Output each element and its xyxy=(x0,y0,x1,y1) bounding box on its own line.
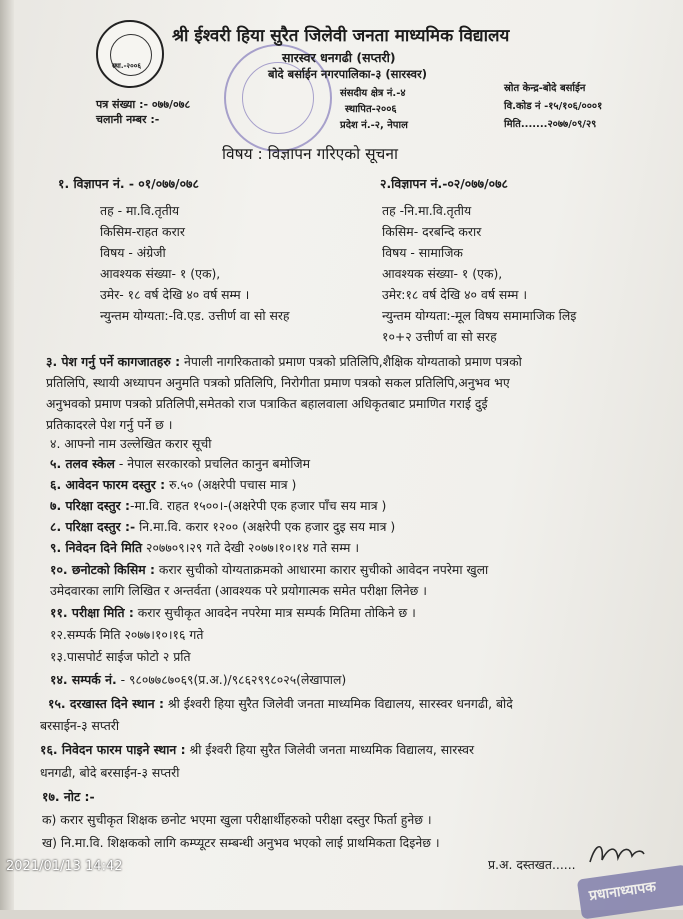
section-7: ७. परिक्षा दस्तुर :-मा.वि. राहत १५००।-(अक्षरेपी एक हजार पाँच सय मात्र ) xyxy=(50,498,387,513)
dispatch-number: चलानी नम्बर :- xyxy=(96,113,160,126)
section-4: ४. आफ्नो नाम उल्लेखित करार सूची xyxy=(50,436,212,451)
section-3: ३. पेश गर्नु पर्ने कागजातहरु : नेपाली नागरिकताको प्रमाण पत्रको प्रतिलिपि,शैक्षिक योग्यताको प्रमाण पत्रको xyxy=(46,354,522,369)
letter-number: पत्र संख्या :- ०७७/०७८ xyxy=(96,98,191,111)
ad2-line: तह -नि.मा.वि.तृतीय xyxy=(382,203,472,218)
section-11: ११. परीक्षा मिति : करार सुचीकृत आवदेन नपरेमा मात्र सम्पर्क मितिमा तोकिने छ । xyxy=(50,605,416,620)
school-code: वि.कोड नं -१५/१०६/०००१ xyxy=(504,101,603,112)
ad2-line: १०+२ उत्तीर्ण वा सो सरह xyxy=(382,329,497,344)
ad1-title: १. विज्ञापन नं. - ०१/०७७/०७८ xyxy=(58,176,199,191)
note-a: क) करार सुचीकृत शिक्षक छनोट भएमा खुला परीक्षार्थीहरुको परीक्षा दस्तुर फिर्ता हुनेछ । xyxy=(42,812,432,827)
notice-subject: विषय : विज्ञापन गरिएको सूचना xyxy=(222,145,399,163)
section-16-line: धनगढी, बोदे बरसाईन-३ सप्तरी xyxy=(40,765,180,780)
section-5: ५. तलव स्केल - नेपाल सरकारको प्रचलित कानुन बमोजिम xyxy=(50,456,311,471)
municipality: बोदे बर्साईन नगरपालिका-३ (सारस्वर) xyxy=(268,67,427,81)
ad1-line: आवश्यक संख्या- १ (एक), xyxy=(100,266,221,281)
section-13: १३.पासपोर्ट साईज फोटो २ प्रति xyxy=(50,649,191,664)
ad2-line: न्युन्तम योग्यता:-मूल विषय समामाजिक लिइ xyxy=(382,308,577,323)
section-17: १७. नोट :- xyxy=(42,789,95,804)
ad2-line: किसिम- दरबन्दि करार xyxy=(382,224,482,239)
section-9: ९. निवेदन दिने मिति २०७७०९।२९ गते देखी २०७७।१०।१४ गते सम्म । xyxy=(50,540,360,555)
section-15: १५. दरखास्त दिने स्थान : श्री ईश्वरी हिया सुरैत जिलेवी जनता माध्यमिक विद्यालय, सारस्वर धनगढी, बोदे xyxy=(48,696,513,711)
ad1-line: तह - मा.वि.तृतीय xyxy=(100,203,180,218)
established: स्थापित-२००६ xyxy=(345,104,397,115)
section-14: १४. सम्पर्क नं. - ९८०७७८७०६९(प्र.अ.)/९८६२९९८०२५(लेखापाल) xyxy=(50,672,347,687)
ad1-line: उमेर- १८ वर्ष देखि ४० वर्ष सम्म । xyxy=(100,287,250,302)
section-6: ६. आवेदन फारम दस्तुर : रु.५० (अक्षरेपी पचास मात्र ) xyxy=(50,477,297,492)
section-3-line: प्रतिलिपि, स्थायी अध्यापन अनुमति पत्रको प्रतिलिपि, निरोगीता प्रमाण पत्रको सकल प्रतिलिपि,अनुभव भए xyxy=(46,375,510,390)
ad2-title: २.विज्ञापन नं.-०२/०७७/०७८ xyxy=(380,176,508,191)
ad1-line: विषय - अंग्रेजी xyxy=(100,245,166,260)
note-b: ख) नि.मा.वि. शिक्षकको लागि कम्प्यूटर सम्बन्धी अनुभव भएको लाई प्राथमिकता दिइनेछ । xyxy=(42,835,440,850)
school-name: श्री ईश्वरी हिया सुरैत जिलेवी जनता माध्यमिक विद्यालय xyxy=(172,26,510,46)
school-address: सारस्वर धनगढी (सप्तरी) xyxy=(282,50,396,65)
section-3-line: अनुभवको प्रमाण पत्रको प्रतिलिपी,समेतको राज पत्राकित बहालवाला अधिकृतबाट प्रमाणित गराई दुई xyxy=(46,396,488,411)
ad2-line: विषय - सामाजिक xyxy=(382,245,463,260)
ad2-line: उमेर:१८ वर्ष देखि ४० वर्ष सम्म । xyxy=(382,287,528,302)
section-10-line: उमेदवारका लागि लिखित र अन्तर्वता (आवश्यक परे प्रयोगात्मक समेत परीक्षा लिनेछ । xyxy=(50,583,428,598)
header-date: मिति.......२०७७/०९/२९ xyxy=(504,119,597,130)
page-edge-shadow xyxy=(0,0,14,910)
section-10: १०. छनोटको किसिम : करार सुचीको योग्यताक्रमको आधारमा कारार सुचीको आवेदन नपरेमा खुला xyxy=(50,562,489,577)
ad2-line: आवश्यक संख्या- १ (एक), xyxy=(382,266,503,281)
photo-timestamp: 2021/01/13 14:42 xyxy=(6,859,123,874)
ad1-line: किसिम-राहत करार xyxy=(100,224,185,239)
section-15-line: बरसाईन-३ सप्तरी xyxy=(40,718,120,733)
ad1-line: न्युन्तम योग्यता:-वि.एड. उत्तीर्ण वा सो सरह xyxy=(100,308,290,323)
logo-year: स्था.-२००६ xyxy=(112,62,141,70)
section-8: ८. परिक्षा दस्तुर :- नि.मा.वि. करार १२०० (अक्षरेपी एक हजार दुइ सय मात्र ) xyxy=(50,519,396,534)
signature-scribble xyxy=(586,838,646,868)
signature-label: प्र.अ. दस्तखत...... xyxy=(488,857,576,872)
section-16: १६. निवेदन फारम पाइने स्थान : श्री ईश्वरी हिया सुरैत जिलेवी जनता माध्यमिक विद्यालय, सारस्वर xyxy=(40,742,475,757)
section-3-line: प्रतिकादरले पेश गर्नु पर्ने छ । xyxy=(46,417,173,432)
constituency: संसदीय क्षेत्र नं.-४ xyxy=(340,88,406,99)
section-12: १२.सम्पर्क मिति २०७७।१०।१६ गते xyxy=(50,627,204,642)
school-logo xyxy=(96,20,164,88)
headmaster-stamp: प्रधानाध्यापक xyxy=(577,865,683,919)
resource-center: स्रोत केन्द्र-बोदे बर्साईन xyxy=(504,83,586,94)
province: प्रदेश नं.-२, नेपाल xyxy=(340,120,408,131)
